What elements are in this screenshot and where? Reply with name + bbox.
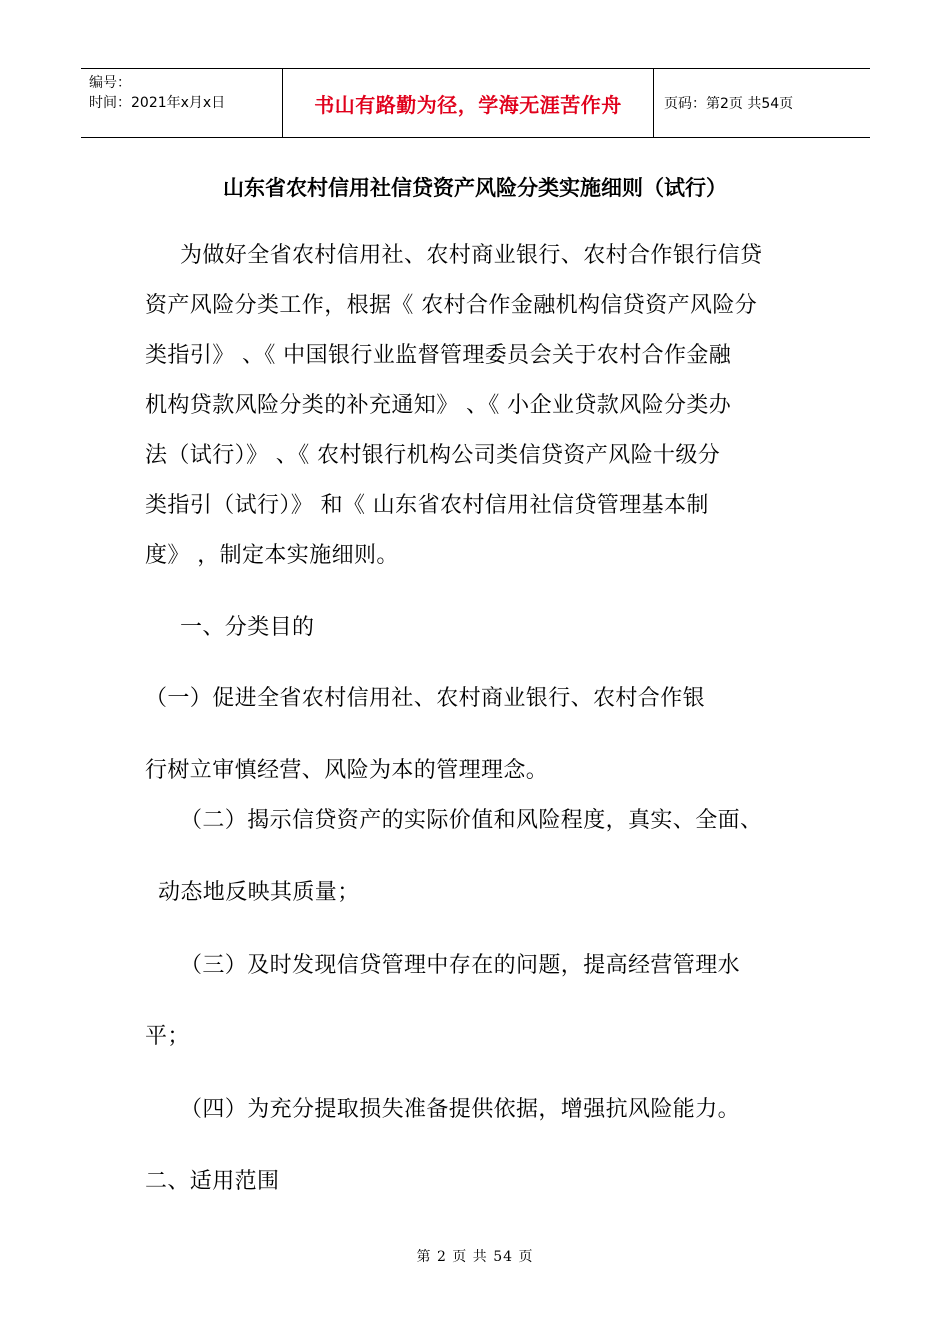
- page-header: [81, 68, 870, 138]
- intro-line: 类指引》 、《 中国银行业监督管理委员会关于农村合作金融: [145, 343, 732, 368]
- item-3-line-2: 平；: [145, 1024, 190, 1049]
- page-footer: 第 2 页 共 54 页: [416, 1249, 534, 1265]
- header-left-cell: [81, 69, 282, 137]
- item-2-line-2: 动态地反映其质量；: [158, 880, 360, 905]
- item-2-line-1: （二）揭示信贷资产的实际价值和风险程度，真实、全面、: [180, 808, 763, 833]
- document-title: 山东省农村信用社信贷资产风险分类实施细则（试行）: [223, 175, 727, 200]
- intro-line: 度》 ，制定本实施细则。: [145, 543, 399, 568]
- intro-paragraph: [145, 231, 825, 581]
- section-heading-2: 二、适用范围: [145, 1169, 280, 1194]
- intro-line: 为做好全省农村信用社、农村商业银行、农村合作银行信贷: [180, 243, 763, 268]
- page-number-label: 页码：第2页 共54页: [664, 96, 794, 112]
- header-page-info: [654, 69, 870, 137]
- intro-line: 资产风险分类工作，根据《 农村合作金融机构信贷资产风险分: [145, 293, 758, 318]
- intro-line: 法（试行）》 、《 农村银行机构公司类信贷资产风险十级分: [145, 443, 721, 468]
- document-number-label: 编号：: [89, 75, 131, 91]
- section-heading-1: 一、分类目的: [180, 615, 315, 640]
- header-motto: 书山有路勤为径，学海无涯苦作舟: [282, 69, 654, 137]
- item-4: （四）为充分提取损失准备提供依据，增强抗风险能力。: [180, 1097, 741, 1122]
- document-date-label: 时间：2021年x月x日: [89, 95, 226, 111]
- item-1-line-2: 行树立审慎经营、风险为本的管理理念。: [145, 758, 549, 783]
- item-3-line-1: （三）及时发现信贷管理中存在的问题，提高经营管理水: [180, 953, 741, 978]
- item-1-line-1: （一）促进全省农村信用社、农村商业银行、农村合作银: [145, 686, 706, 711]
- intro-line: 机构贷款风险分类的补充通知》 、《 小企业贷款风险分类办: [145, 393, 732, 418]
- intro-line: 类指引（试行）》 和《 山东省农村信用社信贷管理基本制: [145, 493, 709, 518]
